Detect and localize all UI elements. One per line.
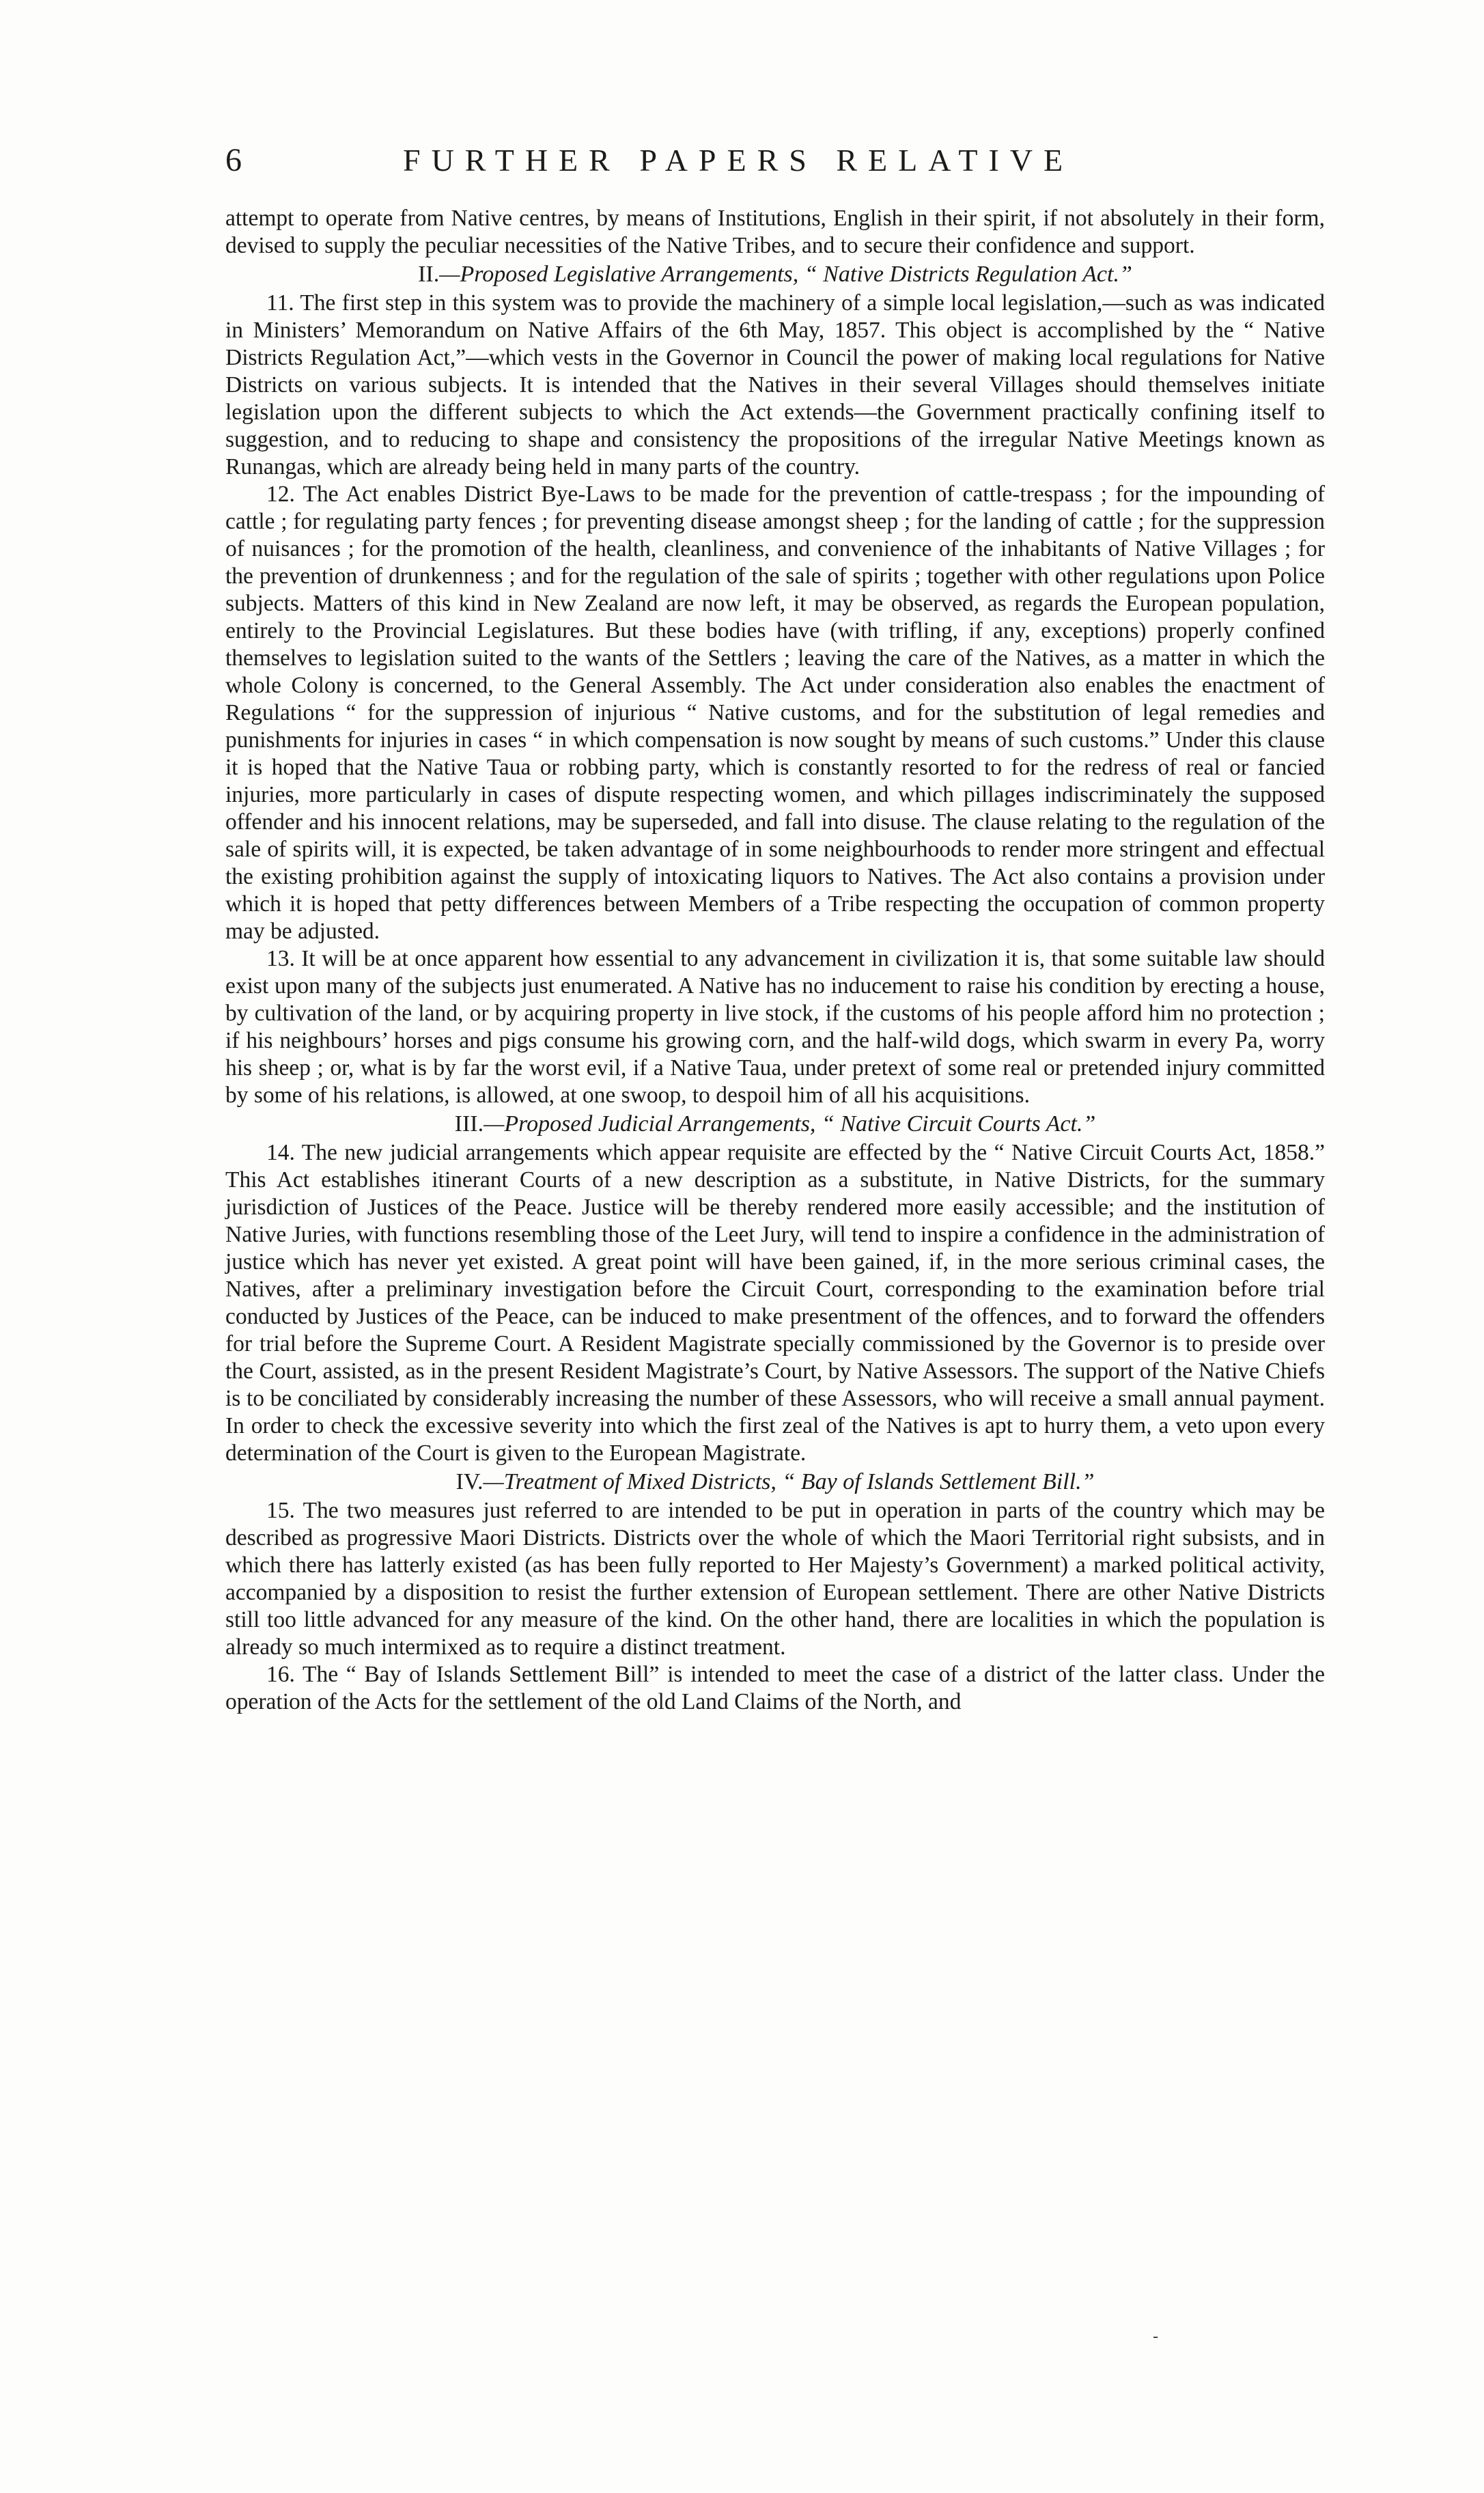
running-title: FURTHER PAPERS RELATIVE bbox=[403, 143, 1074, 178]
paragraph-continuation: attempt to operate from Native centres, by means of Institutions, English in their spirit, if not absolutely in their form, devised to supply the peculiar necessities of the Native Tribes, and to secure their confidence and support. bbox=[225, 206, 1325, 258]
paragraph-14: 14. The new judicial arrangements which appear requisite are effected by the “ Native Circuit Courts Act, 1858.” This Act establishes itinerant Courts of a new description as a substitute, in Native Districts, for the summary jurisdiction of Justices of the Peace. Justice will be thereby rendered more easily accessible; and the institution of Native Juries, with functions resembling those of the Leet Jury, will tend to inspire a confidence in the administration of justice which has never yet existed. A great point will have been gained, if, in the more serious criminal cases, the Natives, after a preliminary investigation before the Circuit Court, corresponding to the examination before trial conducted by Justices of the Peace, can be induced to make presentment of the offences, and to forward the offenders for trial before the Supreme Court. A Resident Magistrate specially commissioned by the Governor is to preside over the Court, assisted, as in the present Resident Magistrate’s Court, by Native Assessors. The support of the Native Chiefs is to be conciliated by considerably increasing the number of these Assessors, who will receive a small annual payment. In order to check the excessive severity into which the first zeal of the Natives is apt to hurry them, a veto upon every determination of the Court is given to the European Magistrate. bbox=[225, 1140, 1325, 1466]
heading-title: —Proposed Judicial Arrangements, “ Native Circuit Courts Act.” bbox=[484, 1111, 1096, 1137]
paragraph-13: 13. It will be at once apparent how essential to any advancement in civilization it is, that some suitable law should exist upon many of the subjects just enumerated. A Native has no inducement to raise his condition by erecting a house, by cultivation of the land, or by acquiring property in live stock, if the customs of his people afford him no protection ; if his neighbours’ horses and pigs consume his growing corn, and the half-wild dogs, which swarm in every Pa, worry his sheep ; or, what is by far the worst evil, if a Native Taua, under pretext of some real or pretended injury committed by some of his relations, is allowed, at one swoop, to despoil him of all his acquisitions. bbox=[225, 946, 1325, 1108]
heading-title: —Treatment of Mixed Districts, “ Bay of Islands Settlement Bill.” bbox=[483, 1469, 1095, 1494]
page-number: 6 bbox=[225, 142, 242, 178]
heading-numeral: II. bbox=[418, 262, 440, 287]
document-body bbox=[225, 205, 1325, 1716]
paragraph-12: 12. The Act enables District Bye-Laws to be made for the prevention of cattle-trespass ; for the impounding of cattle ; for regulating party fences ; for preventing disease amongst sheep ; for the landing of cattle ; for the suppression of nuisances ; for the promotion of the health, cleanliness, and convenience of the inhabitants of Native Villages ; for the prevention of drunkenness ; and for the regulation of the sale of spirits ; together with other regulations upon Police subjects. Matters of this kind in New Zealand are now left, it may be observed, as regards the European population, entirely to the Provincial Legislatures. But these bodies have (with trifling, if any, exceptions) properly confined themselves to legislation suited to the wants of the Settlers ; leaving the care of the Natives, as a matter in which the whole Colony is concerned, to the General Assembly. The Act under consideration also enables the enactment of Regulations “ for the suppression of injurious “ Native customs, and for the substitution of legal remedies and punishments for injuries in cases “ in which compensation is now sought by means of such customs.” Under this clause it is hoped that the Native Taua or robbing party, which is constantly resorted to for the redress of real or fancied injuries, more particularly in cases of dispute respecting women, and which pillages indiscriminately the supposed offender and his innocent relations, may be superseded, and fall into disuse. The clause relating to the regulation of the sale of spirits will, it is expected, be taken advantage of in some neighbourhoods to render more stringent and effectual the existing prohibition against the supply of intoxicating liquors to Natives. The Act also contains a provision under which it is hoped that petty differences between Members of a Tribe respecting the occupation of common property may be adjusted. bbox=[225, 482, 1325, 944]
footer-mark: - bbox=[1153, 2328, 1158, 2345]
heading-numeral: IV. bbox=[456, 1469, 484, 1494]
paragraph-11: 11. The first step in this system was to provide the machinery of a simple local legislation,—such as was indicated in Ministers’ Memorandum on Native Affairs of the 6th May, 1857. This object is accomplished by the “ Native Districts Regulation Act,”—which vests in the Governor in Council the power of making local regulations for Native Districts on various subjects. It is intended that the Natives in their several Villages should themselves initiate legislation upon the different subjects to which the Act extends—the Government practically confining itself to suggestion, and to reducing to shape and consistency the propositions of the irregular Native Meetings known as Runangas, which are already being held in many parts of the country. bbox=[225, 290, 1325, 479]
paragraph-16: 16. The “ Bay of Islands Settlement Bill” is intended to meet the case of a district of the latter class. Under the operation of the Acts for the settlement of the old Land Claims of the North, and bbox=[225, 1662, 1325, 1714]
section-heading-ii bbox=[225, 260, 1325, 290]
heading-title: —Proposed Legislative Arrangements, “ Native Districts Regulation Act.” bbox=[439, 262, 1132, 287]
heading-numeral: III. bbox=[454, 1111, 484, 1137]
paragraph-15: 15. The two measures just referred to are intended to be put in operation in parts of the country which may be described as progressive Maori Districts. Districts over the whole of which the Maori Territorial right subsists, and in which there has latterly existed (as has been fully reported to Her Majesty’s Government) a marked political activity, accompanied by a disposition to resist the further extension of European settlement. There are other Native Districts still too little advanced for any measure of the kind. On the other hand, there are localities in which the population is already so much intermixed as to require a distinct treatment. bbox=[225, 1498, 1325, 1660]
section-heading-iv bbox=[225, 1467, 1325, 1497]
section-heading-iii bbox=[225, 1109, 1325, 1139]
page-header bbox=[225, 137, 1291, 184]
